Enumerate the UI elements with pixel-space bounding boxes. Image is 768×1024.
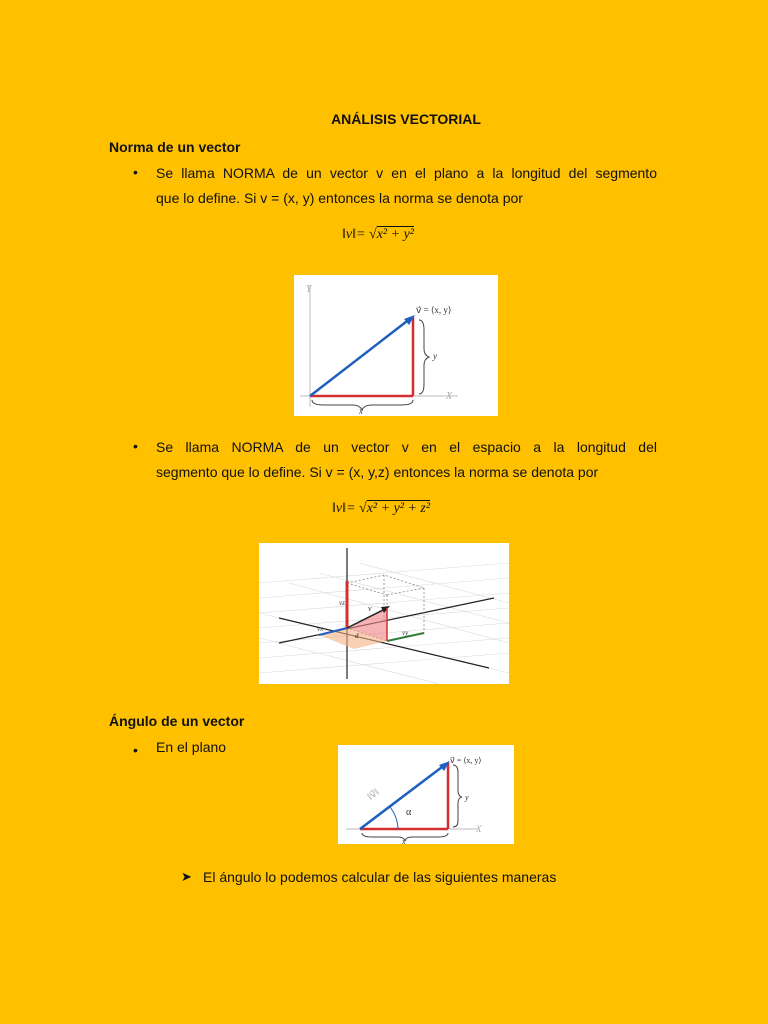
bullet-dot: • bbox=[133, 164, 138, 180]
y-label: y bbox=[433, 351, 437, 361]
vector-line bbox=[310, 318, 411, 396]
figure-vector-angle bbox=[338, 745, 514, 844]
vector-label: v⃗ = ⟨x, y⟩ bbox=[416, 305, 452, 315]
vy-label: vy bbox=[402, 629, 409, 637]
norm-formula-3d: ‖v‖= √x² + y² + z² bbox=[332, 501, 431, 516]
bullet-dot: • bbox=[133, 438, 138, 454]
formula-rhs: x² + y² + z² bbox=[366, 501, 431, 516]
v-label: v bbox=[368, 604, 372, 613]
arrow-bullet-icon: ➤ bbox=[181, 869, 192, 884]
x-axis-label: X bbox=[476, 824, 482, 834]
bullet-en-el-plano: En el plano bbox=[156, 739, 227, 755]
norm-formula-2d: ‖v‖= √x² + y² bbox=[342, 227, 414, 242]
bullet2-line-1: Se llama NORMA de un vector v en el espacio a la longitud del bbox=[156, 439, 657, 455]
section-heading-angulo: Ángulo de un vector bbox=[109, 713, 245, 729]
bullet-line-1: Se llama NORMA de un vector v en el plano a la longitud del segmento bbox=[156, 165, 657, 181]
vector-plane-diagram bbox=[294, 275, 498, 416]
bullet-line-2: que lo define. Si v = (x, y) entonces la norma se denota por bbox=[156, 190, 523, 206]
x-label: x bbox=[402, 837, 406, 844]
vector-space-diagram bbox=[259, 543, 509, 684]
vz-label: vz bbox=[339, 599, 345, 607]
figure-vector-plane bbox=[294, 275, 498, 416]
x-axis-label: X bbox=[446, 391, 453, 402]
d-label: d bbox=[355, 632, 359, 640]
bullet2-line-2: segmento que lo define. Si v = (x, y,z) entonces la norma se denota por bbox=[156, 464, 599, 480]
y-brace bbox=[453, 765, 462, 827]
x-label: x bbox=[359, 406, 363, 416]
bullet-dot: • bbox=[133, 742, 138, 758]
y-label: y bbox=[465, 793, 469, 802]
figure-vector-space bbox=[259, 543, 509, 684]
page-title: ANÁLISIS VECTORIAL bbox=[331, 111, 481, 127]
vector-angle-diagram bbox=[338, 745, 514, 844]
vx-label: vx bbox=[317, 625, 324, 633]
y-brace bbox=[419, 320, 429, 394]
vector-label: v⃗ = ⟨x, y⟩ bbox=[450, 756, 482, 765]
alpha-label: α bbox=[406, 807, 412, 818]
y-axis-label: Y bbox=[306, 284, 312, 295]
formula-lhs: ‖v‖ bbox=[332, 501, 347, 516]
formula-rhs: x² + y² bbox=[376, 227, 414, 242]
sub-bullet-text: El ángulo lo podemos calcular de las siguientes maneras bbox=[203, 869, 557, 885]
angle-arc bbox=[390, 807, 398, 829]
formula-lhs: ‖v‖ bbox=[342, 227, 357, 242]
section-heading-norma: Norma de un vector bbox=[109, 139, 241, 155]
norm-label: ‖v⃗‖ bbox=[365, 786, 382, 803]
